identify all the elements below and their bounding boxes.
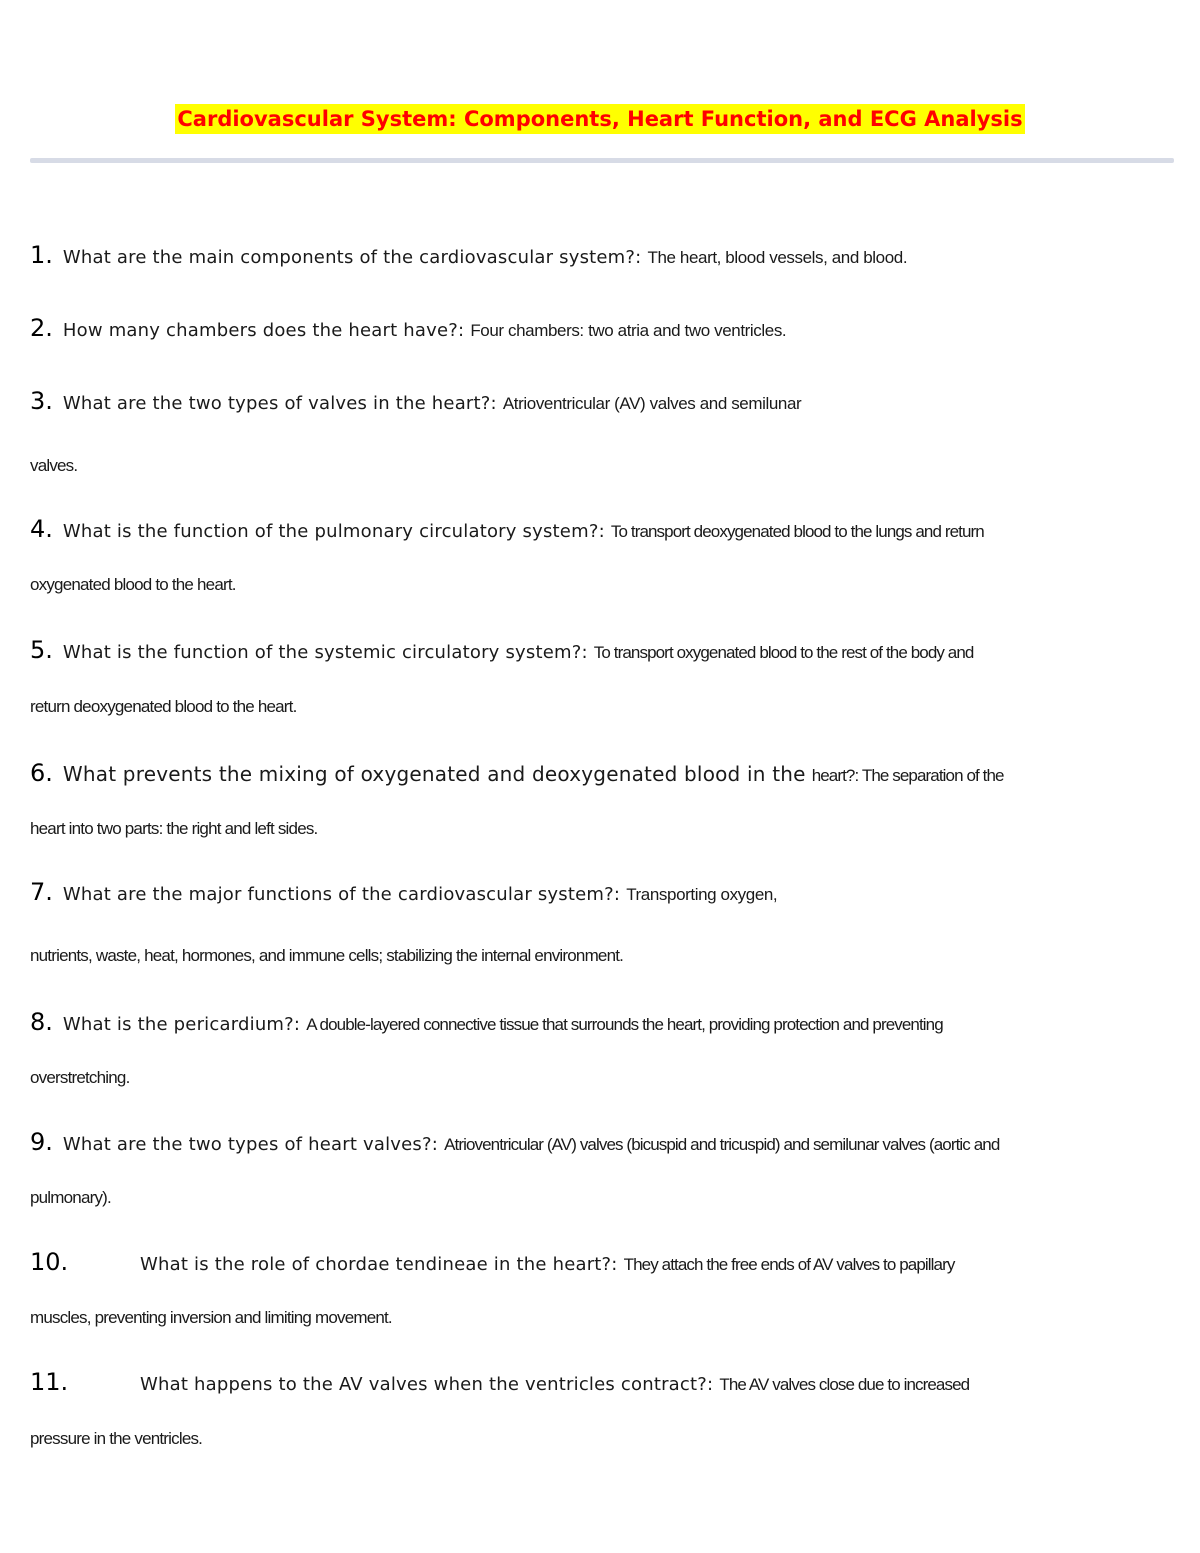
qa-item-11-continuation: [30, 1429, 1175, 1449]
answer-continuation: overstretching.: [30, 1068, 130, 1087]
item-number: 7.: [30, 878, 53, 906]
question-text: What is the function of the systemic circulatory system?:: [62, 642, 588, 663]
item-number: 1.: [30, 241, 53, 269]
answer-continuation: oxygenated blood to the heart.: [30, 575, 236, 594]
item-number: 8.: [30, 1008, 53, 1036]
qa-item-5-continuation: [30, 697, 1175, 717]
qa-item-5: [30, 636, 1175, 667]
title-divider: [30, 158, 1174, 163]
answer-text: heart?: The separation of the: [811, 766, 1004, 785]
answer-continuation: return deoxygenated blood to the heart.: [30, 697, 297, 716]
answer-continuation: pressure in the ventricles.: [30, 1429, 203, 1448]
qa-item-1: [30, 241, 1175, 272]
question-text: What are the major functions of the cardiovascular system?:: [62, 884, 621, 905]
question-text: What prevents the mixing of oxygenated and deoxygenated blood in the: [62, 762, 806, 786]
answer-text: The heart, blood vessels, and blood.: [647, 248, 908, 267]
answer-continuation: heart into two parts: the right and left sides.: [30, 819, 318, 838]
item-number: 5.: [30, 636, 53, 664]
answer-text: They attach the free ends of AV valves to papillary: [623, 1255, 955, 1274]
qa-item-11: [30, 1368, 1175, 1399]
qa-item-10: [30, 1248, 1175, 1279]
answer-text: To transport oxygenated blood to the rest of the body and: [593, 643, 974, 662]
qa-item-2: [30, 314, 1175, 345]
item-number: 6.: [30, 759, 53, 787]
qa-item-9: [30, 1128, 1175, 1159]
qa-item-7-continuation: [30, 946, 1175, 966]
answer-text: To transport deoxygenated blood to the lungs and return: [610, 522, 984, 541]
qa-item-6: [30, 759, 1175, 790]
answer-text: The AV valves close due to increased: [719, 1375, 970, 1394]
question-text: What are the two types of valves in the heart?:: [62, 393, 497, 414]
answer-continuation: pulmonary).: [30, 1188, 111, 1207]
question-text: What are the two types of heart valves?:: [62, 1134, 439, 1155]
document-title: Cardiovascular System: Components, Heart Function, and ECG Analysis: [175, 104, 1024, 134]
qa-item-3: [30, 387, 1175, 418]
item-number: 9.: [30, 1128, 53, 1156]
qa-item-10-continuation: [30, 1308, 1175, 1328]
answer-continuation: muscles, preventing inversion and limiting movement.: [30, 1308, 392, 1327]
qa-item-9-continuation: [30, 1188, 1175, 1208]
item-number: 2.: [30, 314, 53, 342]
qa-item-6-continuation: [30, 819, 1175, 839]
answer-continuation: valves.: [30, 456, 78, 475]
qa-item-8-continuation: [30, 1068, 1175, 1088]
title-wrapper: [0, 104, 1200, 134]
answer-text: Atrioventricular (AV) valves and semilunar: [502, 394, 802, 413]
item-number: 11.: [30, 1368, 69, 1396]
answer-text: Atrioventricular (AV) valves (bicuspid and tricuspid) and semilunar valves (aortic and: [444, 1135, 1000, 1154]
item-number: 10.: [30, 1248, 69, 1276]
question-text: What happens to the AV valves when the ventricles contract?:: [140, 1374, 714, 1395]
answer-text: Transporting oxygen,: [626, 885, 778, 904]
answer-continuation: nutrients, waste, heat, hormones, and immune cells; stabilizing the internal environment.: [30, 946, 624, 965]
qa-item-7: [30, 878, 1175, 909]
question-text: What is the pericardium?:: [62, 1014, 301, 1035]
question-text: What are the main components of the cardiovascular system?:: [62, 247, 642, 268]
qa-item-8: [30, 1008, 1175, 1039]
question-text: How many chambers does the heart have?:: [62, 320, 465, 341]
qa-item-4: [30, 515, 1175, 546]
qa-item-4-continuation: [30, 575, 1175, 595]
item-number: 3.: [30, 387, 53, 415]
qa-item-3-continuation: [30, 456, 1175, 476]
item-number: 4.: [30, 515, 53, 543]
answer-text: A double-layered connective tissue that surrounds the heart, providing protection and preventing: [306, 1015, 943, 1034]
question-text: What is the role of chordae tendineae in the heart?:: [140, 1254, 618, 1275]
answer-text: Four chambers: two atria and two ventricles.: [470, 321, 787, 340]
question-text: What is the function of the pulmonary circulatory system?:: [62, 521, 605, 542]
